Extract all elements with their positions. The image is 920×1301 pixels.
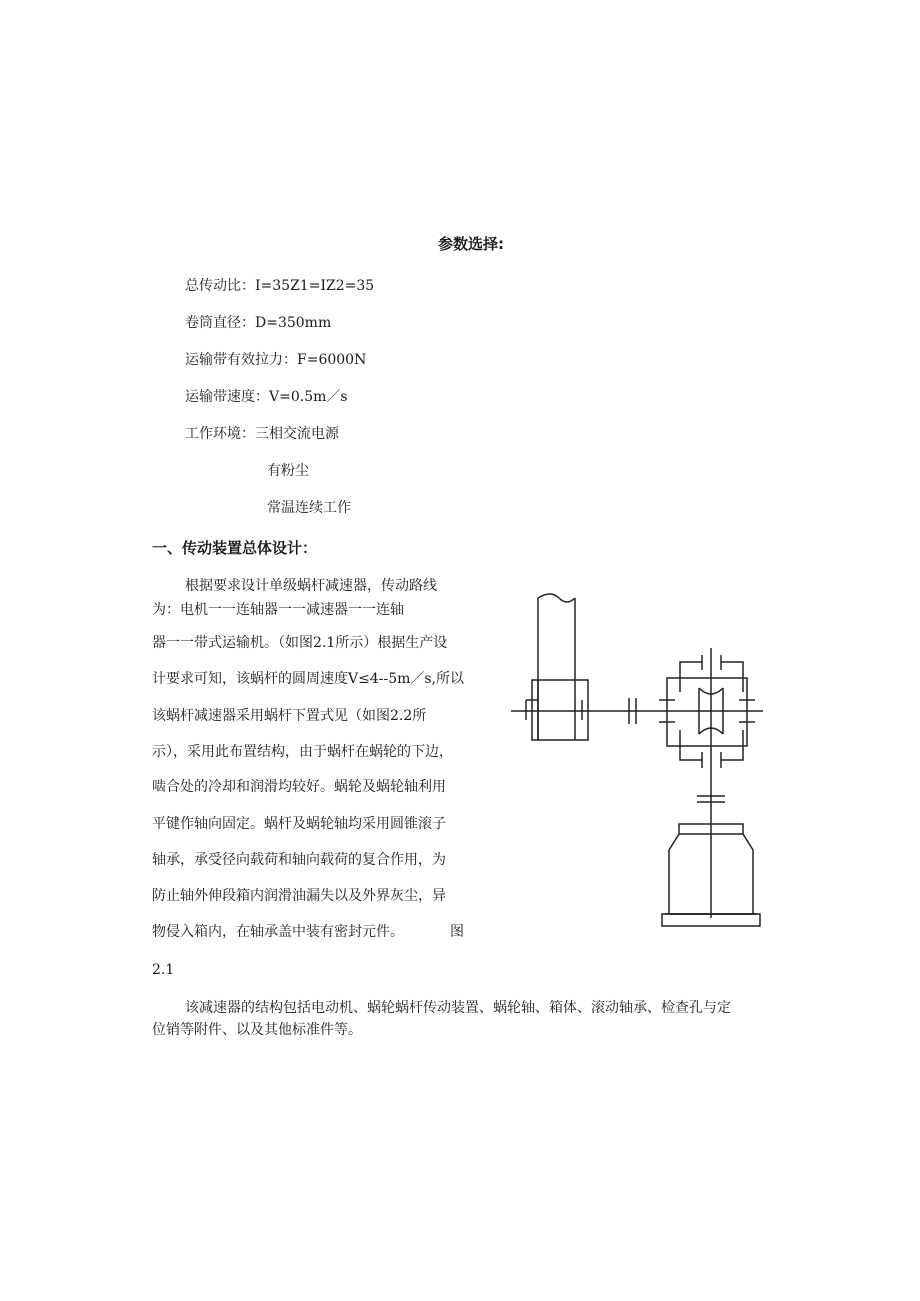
body-line: 物侵入箱内，在轴承盖中装有密封元件。 (152, 924, 404, 940)
body-line: 为：电机一一连轴器一一减速器一一连轴 (152, 602, 404, 618)
body-line: 示），采用此布置结构，由于蜗杆在蜗轮的下边， (152, 744, 453, 760)
drum-break-line (538, 594, 575, 602)
transmission-diagram (505, 588, 770, 940)
param-belt-force: 运输带有效拉力：F=6000N (185, 352, 367, 368)
param-environment-continuous: 常温连续工作 (267, 500, 351, 516)
param-belt-speed: 运输带速度：V=0.5m／s (185, 389, 348, 405)
reducer-housing (667, 678, 747, 746)
param-environment-dust: 有粉尘 (267, 463, 309, 479)
body-line: 器一一带式运输机。（如图2.1所示）根据生产设 (152, 635, 448, 651)
drum-bearing-block (532, 680, 588, 740)
param-total-ratio: 总传动比：I=35Z1=IZ2=35 (185, 278, 375, 294)
body-line: 平键作轴向固定。蜗杆及蜗轮轴均采用圆锥滚子 (152, 816, 446, 832)
figure-ref-number: 2.1 (152, 962, 175, 978)
params-title: 参数选择: (438, 235, 504, 253)
body-line: 防止轴外伸段箱内润滑油漏失以及外界灰尘，异 (152, 888, 446, 904)
summary-line: 位销等附件、以及其他标准件等。 (152, 1022, 362, 1038)
param-environment: 工作环境：三相交流电源 (185, 426, 339, 442)
body-line: 计要求可知，该蜗杆的圆周速度V≤4--5m／s,所以 (152, 671, 465, 687)
summary-line: 该减速器的结构包括电动机、蜗轮蜗杆传动装置、蜗轮轴、箱体、滚动轴承、检查孔与定 (185, 1000, 731, 1016)
body-line: 轴承，承受径向载荷和轴向载荷的复合作用，为 (152, 852, 446, 868)
section-heading: 一、传动装置总体设计： (152, 539, 318, 557)
body-line: 根据要求设计单级蜗杆减速器，传动路线 (185, 578, 437, 594)
body-line: 啮合处的冷却和润滑均较好。蜗轮及蜗轮轴利用 (152, 779, 446, 795)
figure-ref-label: 图 (450, 924, 464, 940)
body-line: 该蜗杆减速器采用蜗杆下置式见（如图2.2所 (152, 708, 427, 724)
param-drum-diameter: 卷筒直径：D=350mm (185, 315, 332, 331)
